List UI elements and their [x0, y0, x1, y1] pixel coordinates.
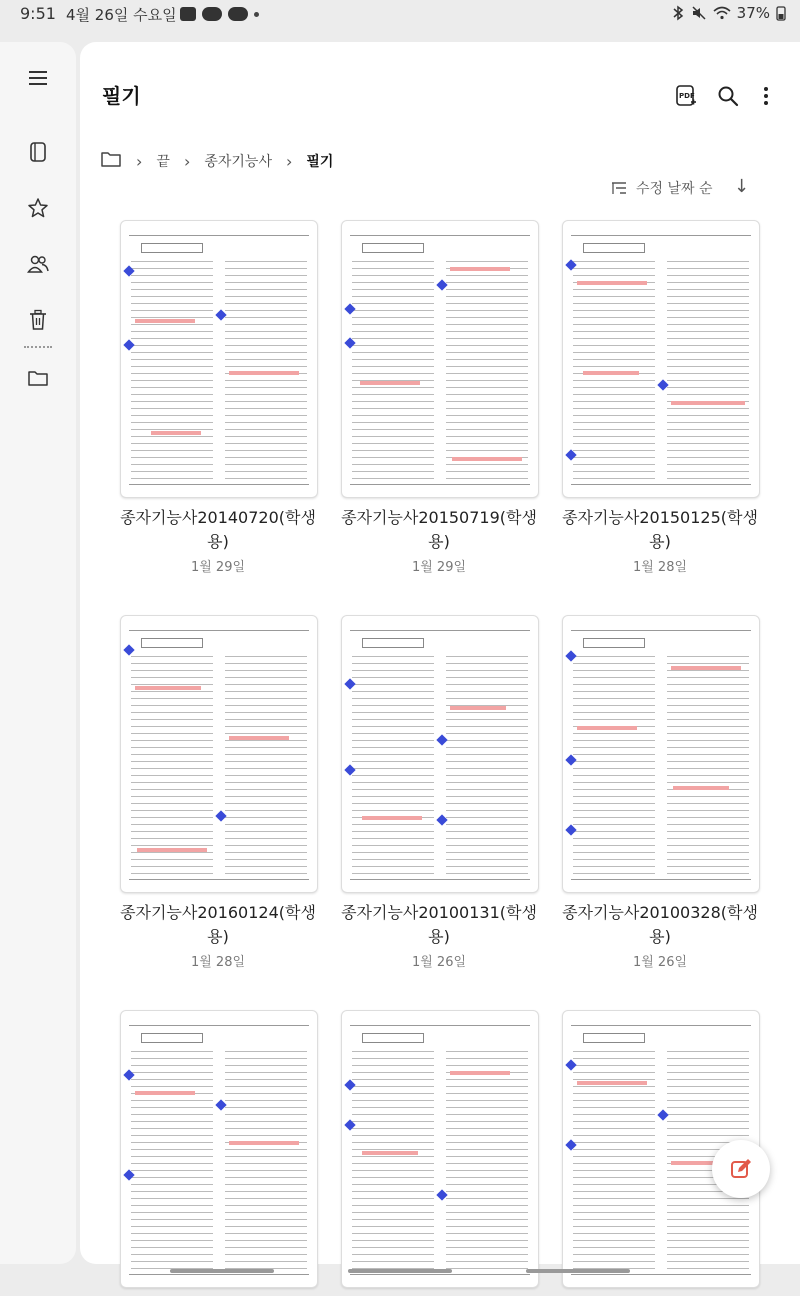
note-card[interactable]: [341, 615, 537, 970]
edit-note-icon: [729, 1157, 753, 1181]
pdf-add-icon: [675, 84, 697, 108]
battery-icon: [776, 5, 786, 21]
note-date: 1월 29일: [411, 560, 467, 575]
status-bar: [0, 0, 800, 30]
breadcrumb-current: 필기: [306, 154, 334, 170]
rail-divider: [24, 346, 52, 348]
notification-icons: [180, 7, 259, 21]
note-thumbnail: [341, 615, 539, 893]
note-title: 종자기능사20160124(학생용): [120, 903, 316, 946]
star-icon: [27, 197, 49, 219]
breadcrumb-item[interactable]: 끝: [156, 154, 170, 170]
wifi-icon: [713, 5, 731, 21]
breadcrumb-item[interactable]: 종자기능사: [204, 154, 272, 170]
note-card[interactable]: [120, 615, 316, 970]
mute-icon: [691, 5, 707, 21]
chevron-right-icon: ›: [285, 151, 293, 171]
people-icon: [27, 254, 49, 274]
nav-handle: [170, 1269, 274, 1273]
trash-button[interactable]: [24, 306, 52, 334]
status-time: 9:51: [20, 4, 56, 23]
all-notes-button[interactable]: [24, 138, 52, 166]
note-title: 종자기능사20100328(학생용): [562, 903, 758, 946]
more-notifications-icon: [254, 12, 259, 17]
note-thumbnail: [120, 1010, 318, 1288]
note-thumbnail: [562, 615, 760, 893]
note-card[interactable]: [341, 220, 537, 575]
youtube-icon: [202, 7, 222, 21]
breadcrumb: [100, 150, 333, 172]
note-title: 종자기능사20100131(학생용): [341, 903, 537, 946]
note-card[interactable]: [562, 220, 758, 575]
note-card[interactable]: [120, 1010, 316, 1296]
more-icon: [763, 86, 769, 106]
status-date: 4월 26일 수요일: [66, 6, 177, 24]
note-title: 종자기능사20150719(학생용): [341, 508, 537, 551]
nav-handle: [348, 1269, 452, 1273]
shared-notes-button[interactable]: [24, 250, 52, 278]
sort-direction-button[interactable]: [734, 176, 749, 197]
breadcrumb-root-folder[interactable]: [100, 150, 122, 172]
note-date: 1월 29일: [190, 560, 246, 575]
note-thumbnail: [341, 220, 539, 498]
nav-handle: [526, 1269, 630, 1273]
note-card[interactable]: [341, 1010, 537, 1296]
talk-icon: [228, 7, 248, 21]
notes-panel: [80, 42, 800, 1264]
navigation-rail: [0, 42, 76, 1264]
search-button[interactable]: [714, 82, 742, 110]
arrow-down-icon: ↓: [734, 176, 750, 197]
sort-icon: [610, 180, 628, 196]
page-title: 필기: [102, 84, 141, 108]
note-date: 1월 28일: [190, 955, 246, 970]
note-title: 종자기능사20150125(학생용): [562, 508, 758, 551]
note-thumbnail: [120, 615, 318, 893]
trash-icon: [29, 309, 47, 331]
note-title: 종자기능사20140720(학생용): [120, 508, 316, 551]
new-note-button[interactable]: [712, 1140, 770, 1198]
note-card[interactable]: [562, 615, 758, 970]
note-date: 1월 26일: [632, 955, 688, 970]
bluetooth-icon: [671, 5, 685, 21]
more-options-button[interactable]: [752, 82, 780, 110]
folders-button[interactable]: [24, 364, 52, 392]
menu-icon: [28, 69, 48, 87]
chevron-right-icon: ›: [136, 151, 143, 171]
menu-button[interactable]: [24, 64, 52, 92]
folder-icon: [100, 150, 122, 168]
note-thumbnail: [120, 220, 318, 498]
note-date: 1월 26일: [411, 955, 467, 970]
note-date: 1월 28일: [632, 560, 688, 575]
system-icons: [671, 4, 786, 22]
note-thumbnail: [562, 220, 760, 498]
sort-button[interactable]: [610, 178, 713, 198]
chevron-right-icon: ›: [183, 151, 191, 171]
notebook-icon: [29, 141, 47, 163]
note-thumbnail: [341, 1010, 539, 1288]
favorites-button[interactable]: [24, 194, 52, 222]
import-pdf-button[interactable]: [672, 82, 700, 110]
battery-percent: 37%: [736, 4, 770, 22]
sort-label: 수정 날짜 순: [636, 181, 713, 197]
folder-icon: [27, 369, 49, 387]
svg-text:PDF: PDF: [679, 92, 695, 100]
note-card[interactable]: [120, 220, 316, 575]
gallery-icon: [180, 7, 196, 21]
search-icon: [717, 85, 739, 107]
